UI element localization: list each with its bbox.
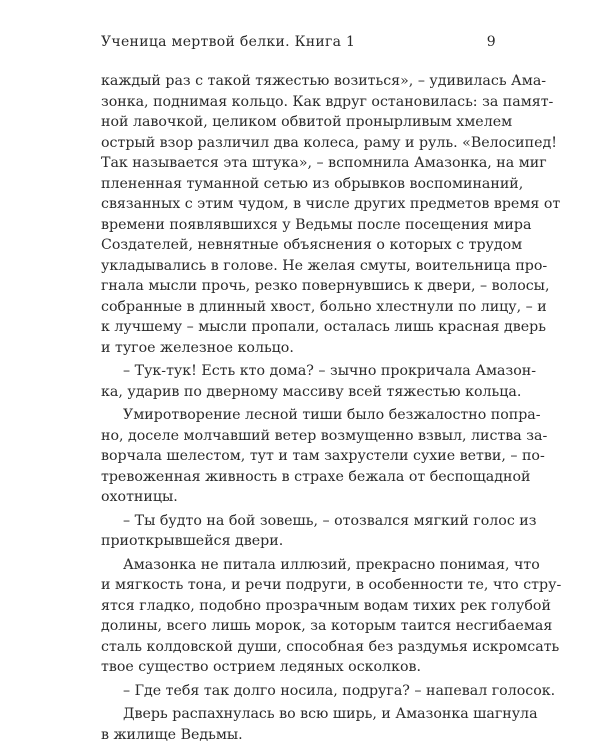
text-line: каждый раз с такой тяжестью возиться», – удивилась Ама- xyxy=(101,73,547,89)
text-line: ворчала шелестом, тут и там захрустели сухие ветви, – по- xyxy=(101,448,545,464)
running-header xyxy=(101,34,496,50)
text-line: в жилище Ведьмы. xyxy=(101,726,243,743)
running-title: Ученица мертвой белки. Книга 1 xyxy=(101,34,356,50)
text-line: – Ты будто на бой зовешь, – отозвался мягкий голос из xyxy=(123,512,537,529)
text-line: Создателей, невнятные объяснения о которых с трудом xyxy=(101,237,523,253)
text-line: Так называется эта штука», – вспомнила Амазонка, на миг xyxy=(101,155,547,171)
text-line: времени появлявшихся у Ведьмы после посещения мира xyxy=(101,216,532,233)
text-line: к лучшему – мысли пропали, осталась лишь красная дверь xyxy=(101,319,546,335)
text-line: сталь колдовской души, способная без раздумья искромсать xyxy=(101,638,560,655)
page-number: 9 xyxy=(486,34,496,50)
text-line: укладывались в голове. Не желая смуты, воительница про- xyxy=(101,257,548,274)
text-line: Дверь распахнулась во всю ширь, и Амазонка шагнула xyxy=(123,706,538,722)
text-line: зонка, поднимая кольцо. Как вдруг остановилась: за памят- xyxy=(101,93,554,110)
text-line: тревоженная живность в страхе бежала от беспощадной xyxy=(101,468,531,485)
text-line: гнала мысли прочь, резко повернувшись к двери, – волосы, xyxy=(101,278,550,294)
text-line: собранные в длинный хвост, больно хлестнули по лицу, – и xyxy=(101,298,547,315)
body-text xyxy=(101,71,562,745)
text-line: – Где тебя так долго носила, подруга? – напевал голосок. xyxy=(123,682,556,699)
text-line: ятся гладко, подобно прозрачным водам тихих рек голубой xyxy=(101,597,551,614)
text-line: Амазонка не питала иллюзий, прекрасно понимая, что xyxy=(123,556,540,573)
text-line: Умиротворение лесной тиши было безжалостно попра- xyxy=(123,407,541,423)
text-line: ка, ударив по дверному массиву всей тяжестью кольца. xyxy=(101,383,522,400)
text-line: долины, всего лишь морок, за которым таится несгибаемая xyxy=(101,618,553,634)
text-line: и мягкость тона, и речи подруги, в особенности те, что стру- xyxy=(101,577,562,593)
text-line: и тугое железное кольцо. xyxy=(101,339,294,356)
text-line: острый взор различил два колеса, раму и руль. «Велосипед! xyxy=(101,134,557,151)
text-line: твое существо острием ледяных осколков. xyxy=(101,659,421,675)
text-line: ной лавочкой, целиком обвитой пронырливым хмелем xyxy=(101,114,513,130)
text-line: приоткрывшейся двери. xyxy=(101,533,284,549)
text-line: охотницы. xyxy=(101,489,178,505)
text-line: – Тук-тук! Есть кто дома? – зычно прокричала Амазон- xyxy=(123,363,536,379)
text-line: плененная туманной сетью из обрывков воспоминаний, xyxy=(101,175,524,192)
text-line: но, доселе молчавший ветер возмущенно взвыл, листва за- xyxy=(101,427,548,444)
text-line: связанных с этим чудом, в числе других предметов время от xyxy=(101,196,561,212)
